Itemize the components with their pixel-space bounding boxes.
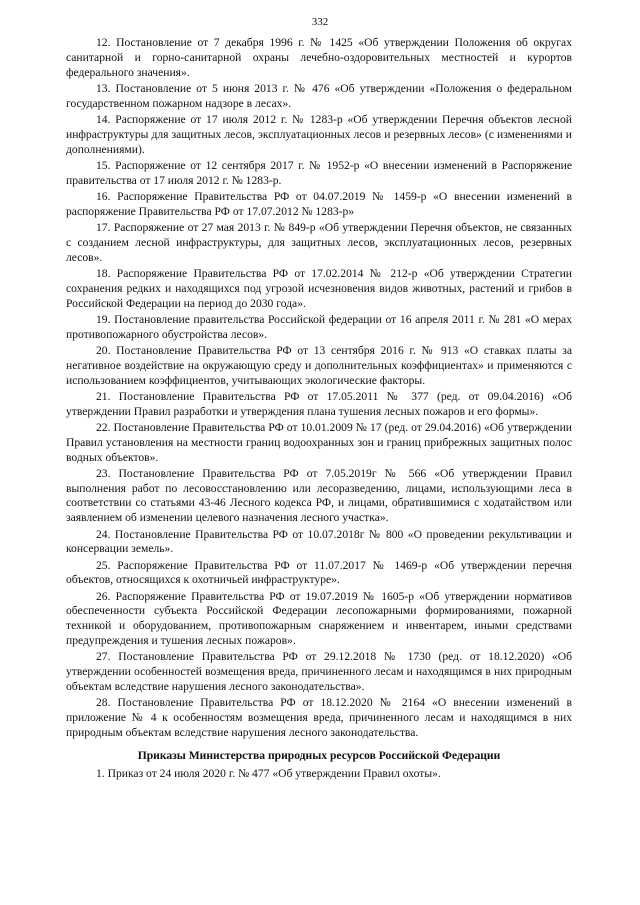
list-item: 16. Распоряжение Правительства РФ от 04.07.2019 № 1459-р «О внесении изменений в распоряжение Правительства РФ от 17.07.2012 № 1283-р»	[66, 189, 572, 218]
list-item: 12. Постановление от 7 декабря 1996 г. № 1425 «Об утверждении Положения об округах санитарной и горно-санитарной охраны лечебно-оздоровительных местностей и курортов федерального значения».	[66, 36, 572, 79]
list-item: 15. Распоряжение от 12 сентября 2017 г. № 1952-р «О внесении изменений в Распоряжение правительства от 17 июля 2012 г. № 1283-р.	[66, 158, 572, 187]
list-item: 25. Распоряжение Правительства РФ от 11.07.2017 № 1469-р «Об утверждении перечня объектов, относящихся к охотничьей инфраструктуре».	[66, 558, 572, 587]
list-item: 18. Распоряжение Правительства РФ от 17.02.2014 № 212-р «Об утверждении Стратегии сохранения редких и находящихся под угрозой исчезновения видов животных, растений и грибов в Российской Федерации на период до 2030 года».	[66, 266, 572, 310]
list-item: 19. Постановление правительства Российской федерации от 16 апреля 2011 г. № 281 «О мерах противопожарного обустройства лесов».	[66, 312, 572, 341]
list-item: 20. Постановление Правительства РФ от 13 сентября 2016 г. № 913 «О ставках платы за негативное воздействие на окружающую среду и дополнительных коэффициентах» и применяются с использованием коэффициентов, учитывающих экологические факторы.	[66, 343, 572, 387]
list-item: 21. Постановление Правительства РФ от 17.05.2011 № 377 (ред. от 09.04.2016) «Об утверждении Правил разработки и утверждения плана тушения лесных пожаров и его формы».	[66, 389, 572, 418]
page-number: 332	[311, 16, 329, 28]
list-item: 13. Постановление от 5 июня 2013 г. № 476 «Об утверждении «Положения о федеральном государственном пожарном надзоре в лесах».	[66, 81, 572, 110]
list-item: 14. Распоряжение от 17 июля 2012 г. № 1283-р «Об утверждении Перечня объектов лесной инфраструктуры для защитных лесов, эксплуатационных лесов и резервных лесов» (с изменениями и дополнениями).	[66, 112, 572, 156]
list-item: 26. Распоряжение Правительства РФ от 19.07.2019 № 1605-р «Об утверждении нормативов обеспеченности субъекта Российской Федерации лесопожарными формированиями, пожарной техникой и оборудованием, противопожарным снаряжением и инвентарем, иными средствами предупреждения и тушения лесных пожаров».	[66, 589, 572, 648]
list-item: 28. Постановление Правительства РФ от 18.12.2020 № 2164 «О внесении изменений в приложение № 4 к особенностям возмещения вреда, причиненного лесам и находящимся в них природным объектам вследствие нарушения лесного законодательства.	[66, 696, 572, 739]
list-item: 17. Распоряжение от 27 мая 2013 г. № 849-р «Об утверждении Перечня объектов, не связанных с созданием лесной инфраструктуры, для защитных лесов, эксплуатационных лесов, резервных лесов».	[66, 221, 572, 264]
list-item: 24. Постановление Правительства РФ от 10.07.2018г № 800 «О проведении рекультивации и консервации земель».	[66, 527, 572, 556]
list-item: 23. Постановление Правительства РФ от 7.05.2019г № 566 «Об утверждении Правил выполнения работ по лесовосстановлению или лесоразведению, лицами, использующими леса в соответствии со статьями 43-46 Лесного кодекса РФ, и лицами, обратившимися с ходатайством или заявлением об изменении целевого назначения лесного участка».	[66, 466, 572, 525]
section-heading: Приказы Министерства природных ресурсов Российской Федерации	[137, 748, 501, 762]
list-item: 1. Приказ от 24 июля 2020 г. № 477 «Об утверждении Правил охоты».	[96, 767, 441, 781]
document-body	[66, 36, 572, 784]
list-item: 27. Постановление Правительства РФ от 29.12.2018 № 1730 (ред. от 18.12.2020) «Об утверждении особенностей возмещения вреда, причиненного лесам и находящимся в них природным объектам вследствие нарушения лесного законодательства».	[66, 650, 572, 693]
list-item: 22. Постановление Правительства РФ от 10.01.2009 № 17 (ред. от 29.04.2016) «Об утверждении Правил установления на местности границ водоохранных зон и границ прибрежных защитных полос водных объектов».	[66, 420, 572, 464]
